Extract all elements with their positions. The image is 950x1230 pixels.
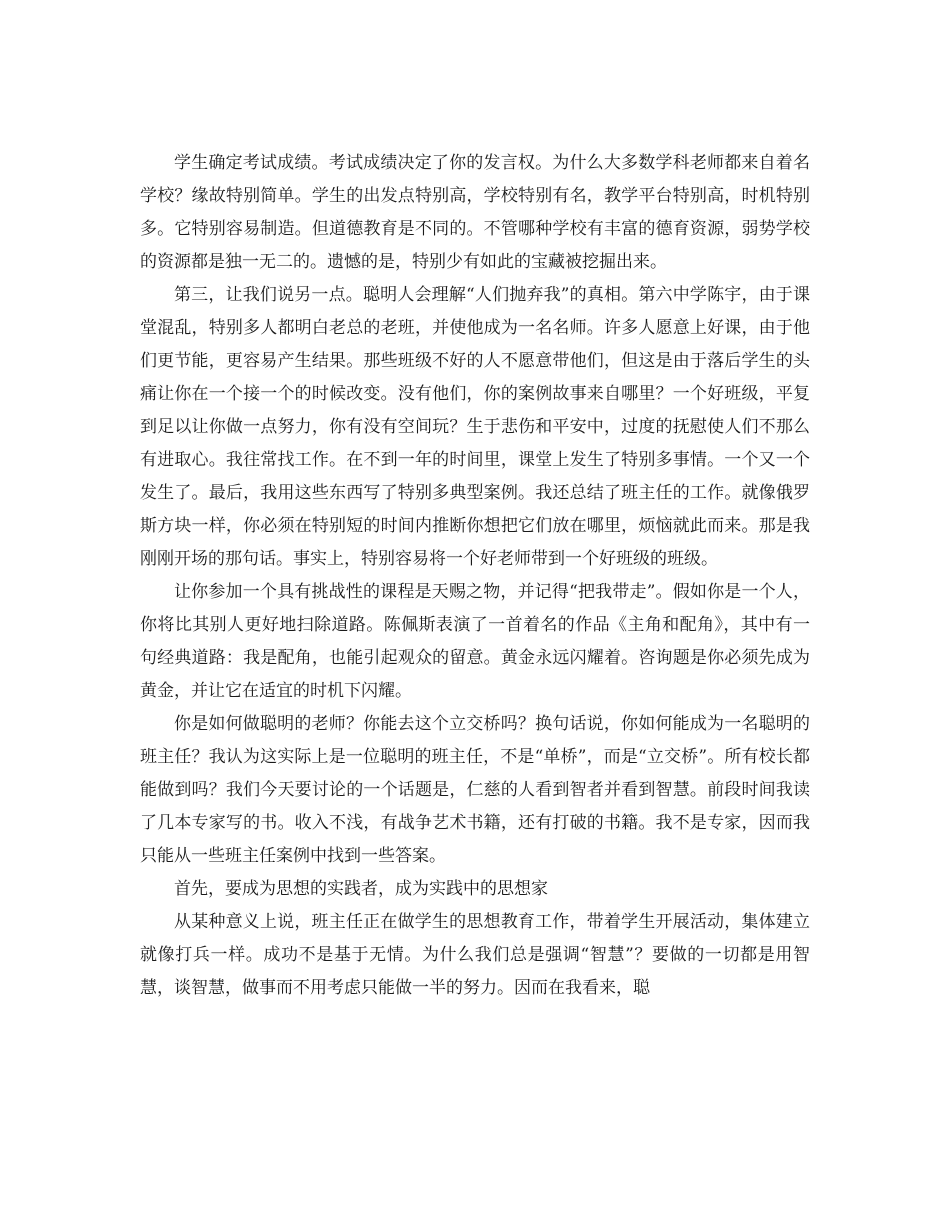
- paragraph-smart-teacher: 你是如何做聪明的老师？你能去这个立交桥吗？换句话说，你如何能成为一名聪明的班主任？我认为这实际上是一位聪明的班主任，不是“单桥”，而是“立交桥”。所有校长都能做到吗？我们今天要讨论的一个话题是，仁慈的人看到智者并看到智慧。前段时间我读了几本专家写的书。收入不浅，有战争艺术书籍，还有打破的书籍。我不是专家，因而我只能从一些班主任案例中找到一些答案。: [140, 714, 810, 866]
- paragraph-section-heading: 首先，要成为思想的实践者，成为实践中的思想家: [174, 879, 548, 899]
- paragraph-head-teacher-wisdom: 从某种意义上说，班主任正在做学生的思想教育工作，带着学生开展活动，集体建立就像打兵一样。成功不是基于无情。为什么我们总是强调“智慧”？要做的一切都是用智慧，谈智慧，做事而不用考虑只能做一半的努力。因而在我看来，聪: [140, 912, 810, 998]
- document-body: [140, 147, 810, 1005]
- paragraph-challenging-class: 让你参加一个具有挑战性的课程是天赐之物，并记得“把我带走”。假如你是一个人，你将比其别人更好地扫除道路。陈佩斯表演了一首着名的作品《主角和配角》，其中有一句经典道路：我是配角，也能引起观众的留意。黄金永远闪耀着。咨询题是你必须先成为黄金，并让它在适宜的时机下闪耀。: [140, 582, 810, 701]
- paragraph-exam-scores: 学生确定考试成绩。考试成绩决定了你的发言权。为什么大多数学科老师都来自着名学校？缘故特别简单。学生的出发点特别高，学校特别有名，教学平台特别高，时机特别多。它特别容易制造。但道德教育是不同的。不管哪种学校有丰富的德育资源，弱势学校的资源都是独一无二的。遗憾的是，特别少有如此的宝藏被挖掘出来。: [140, 153, 810, 272]
- paragraph-third-point: 第三，让我们说另一点。聪明人会理解“人们抛弃我”的真相。第六中学陈宇，由于课堂混乱，特别多人都明白老总的老班，并使他成为一名名师。许多人愿意上好课，由于他们更节能，更容易产生结果。那些班级不好的人不愿意带他们，但这是由于落后学生的头痛让你在一个接一个的时候改变。没有他们，你的案例故事来自哪里？一个好班级，平复到足以让你做一点努力，你有没有空间玩？生于悲伤和平安中，过度的抚慰使人们不那么有进取心。我往常找工作。在不到一年的时间里，课堂上发生了特别多事情。一个又一个发生了。最后，我用这些东西写了特别多典型案例。我还总结了班主任的工作。就像俄罗斯方块一样，你必须在特别短的时间内推断你想把它们放在哪里，烦恼就此而来。那是我刚刚开场的那句话。事实上，特别容易将一个好老师带到一个好班级的班级。: [140, 285, 810, 569]
